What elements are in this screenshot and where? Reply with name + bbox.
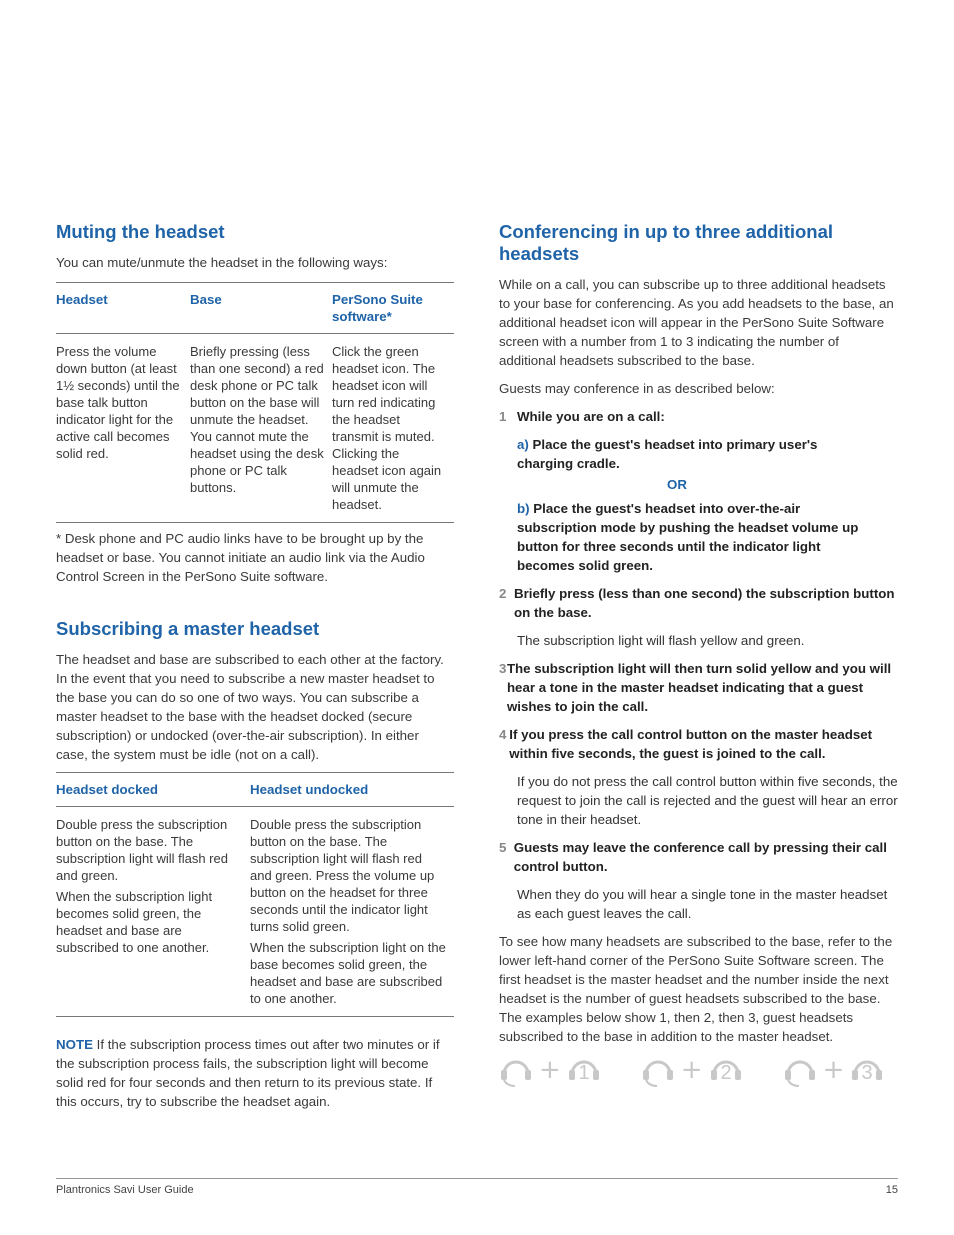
headset-plus-2-icon xyxy=(641,1052,743,1088)
muting-header-headset: Headset xyxy=(56,283,190,334)
left-column xyxy=(56,221,454,1111)
step-5-number: 5 xyxy=(499,840,507,855)
step-1b-text: Place the guest's headset into over-the-air subscription mode by pushing the headset volume up button for three seconds until the indicator light becomes solid green. xyxy=(517,501,859,573)
guests-intro: Guests may conference in as described below: xyxy=(499,381,775,396)
headset-icon xyxy=(499,1052,533,1088)
muting-footnote: * Desk phone and PC audio links have to be brought up by the headset or base. You cannot initiate an audio link via the Audio Control Screen in the PerSono Suite software. xyxy=(56,531,425,584)
conferencing-intro: While on a call, you can subscribe up to three additional headsets to your base for conferencing. As you add headsets to the base, an additional headset icon will appear in the PerSono Suite Software screen with a number from 1 to 3 indicating the number of additional headsets subscribed to the base. xyxy=(499,277,894,368)
right-column xyxy=(499,221,899,1088)
numbered-headset-icon xyxy=(567,1052,601,1088)
plus-sign: + xyxy=(680,1055,703,1085)
step-1a-text: Place the guest's headset into primary user's charging cradle. xyxy=(517,437,818,471)
headset-number-1: 1 xyxy=(578,1062,590,1084)
step-1a xyxy=(517,435,857,473)
step-2-number: 2 xyxy=(499,586,507,601)
step-3-text: The subscription light will then turn solid yellow and you will hear a tone in the master headset indicating that a guest wishes to join the call. xyxy=(506,661,892,714)
muting-cell-base: Briefly pressing (less than one second) a red desk phone or PC talk button on the base will unmute the headset. You cannot mute the headset using the desk phone or PC talk buttons. xyxy=(190,334,332,523)
muting-intro: You can mute/unmute the headset in the following ways: xyxy=(56,255,388,270)
muting-header-software: PerSono Suite software* xyxy=(332,283,454,334)
step-1a-label: a) xyxy=(517,437,529,452)
step-4-note: If you do not press the call control button within five seconds, the request to join the call is rejected and the guest will hear an error tone in their headset. xyxy=(517,774,898,827)
or-separator: OR xyxy=(667,477,687,492)
footer-title: Plantronics Savi User Guide xyxy=(56,1184,194,1196)
header-docked: Headset docked xyxy=(56,773,250,807)
step-3 xyxy=(499,659,899,716)
note-paragraph xyxy=(56,1035,454,1111)
header-undocked: Headset undocked xyxy=(250,773,454,807)
headset-number-3: 3 xyxy=(861,1062,873,1084)
step-5-note: When they do you will hear a single tone in the master headset as each guest leaves the call. xyxy=(517,887,888,921)
docked-cell xyxy=(56,807,250,1017)
undocked-text-1: Double press the subscription button on the base. The subscription light will flash red and green. Press the volume up button on the headset for three seconds until the indicator light turns solid green. xyxy=(250,817,435,934)
step-1-number: 1 xyxy=(499,409,507,424)
plus-sign: + xyxy=(539,1055,561,1085)
headset-count-icons xyxy=(499,1052,899,1088)
step-4-number: 4 xyxy=(499,727,507,742)
footer-divider xyxy=(56,1178,898,1179)
step-3-number: 3 xyxy=(499,661,507,676)
headset-plus-1-icon xyxy=(499,1052,601,1088)
numbered-headset-icon xyxy=(709,1052,743,1088)
subscribing-intro: The headset and base are subscribed to each other at the factory. In the event that you need to subscribe a new master headset to the base you can do so one of two ways. You can subscribe a master headset to the base with the headset docked (secure subscription) or undocked (over-the-air subscription). In either case, the system must be idle (not on a call). xyxy=(56,652,444,762)
docked-text-1: Double press the subscription button on the base. The subscription light will flash red and green. xyxy=(56,817,228,883)
step-2-note: The subscription light will flash yellow and green. xyxy=(517,633,805,648)
step-5-text: Guests may leave the conference call by pressing their call control button. xyxy=(513,840,887,874)
muting-cell-headset: Press the volume down button (at least 1½ seconds) until the base talk button indicator light for the active call becomes solid red. xyxy=(56,334,190,523)
outro-paragraph: To see how many headsets are subscribed to the base, refer to the lower left-hand corner of the PerSono Suite Software screen. The first headset is the master headset and the number inside the next headset is the number of guest headsets subscribed to the base. The examples below show 1, then 2, then 3, guest headsets subscribed to the base in addition to the master headset. xyxy=(499,934,893,1044)
step-2 xyxy=(499,584,899,622)
docked-text-2: When the subscription light becomes solid green, the headset and base are subscribed to one another. xyxy=(56,889,213,955)
step-1b-label: b) xyxy=(517,501,530,516)
plus-sign: + xyxy=(822,1055,845,1085)
step-1 xyxy=(499,407,899,426)
subscribing-table xyxy=(56,772,454,1017)
step-4-text: If you press the call control button on the master headset within five seconds, the guest is joined to the call. xyxy=(509,727,873,761)
numbered-headset-icon xyxy=(850,1052,884,1088)
step-1b xyxy=(517,499,867,575)
subscribing-heading: Subscribing a master headset xyxy=(56,618,320,639)
headset-icon xyxy=(641,1052,675,1088)
headset-icon xyxy=(783,1052,817,1088)
step-2-text: Briefly press (less than one second) the subscription button on the base. xyxy=(514,586,895,620)
note-label: NOTE xyxy=(56,1037,93,1052)
step-4 xyxy=(499,725,899,763)
muting-table xyxy=(56,282,454,523)
step-5 xyxy=(499,838,899,876)
headset-plus-3-icon xyxy=(783,1052,885,1088)
muting-cell-software: Click the green headset icon. The headset icon will turn red indicating the headset transmit is muted. Clicking the headset icon again will unmute the headset. xyxy=(332,334,454,523)
conferencing-heading: Conferencing in up to three additional headsets xyxy=(499,221,834,264)
note-text: If the subscription process times out after two minutes or if the subscription process fails, the subscription light will become solid red for four seconds and then return to its previous state. If this occurs, try to subscribe the headset again. xyxy=(56,1037,440,1109)
muting-heading: Muting the headset xyxy=(56,221,225,242)
headset-number-2: 2 xyxy=(720,1062,732,1084)
undocked-text-2: When the subscription light on the base becomes solid green, the headset and base are subscribed to one another. xyxy=(250,940,446,1006)
muting-header-base: Base xyxy=(190,283,332,334)
page-number: 15 xyxy=(885,1184,898,1196)
step-1-text: While you are on a call: xyxy=(517,409,665,424)
undocked-cell xyxy=(250,807,454,1017)
